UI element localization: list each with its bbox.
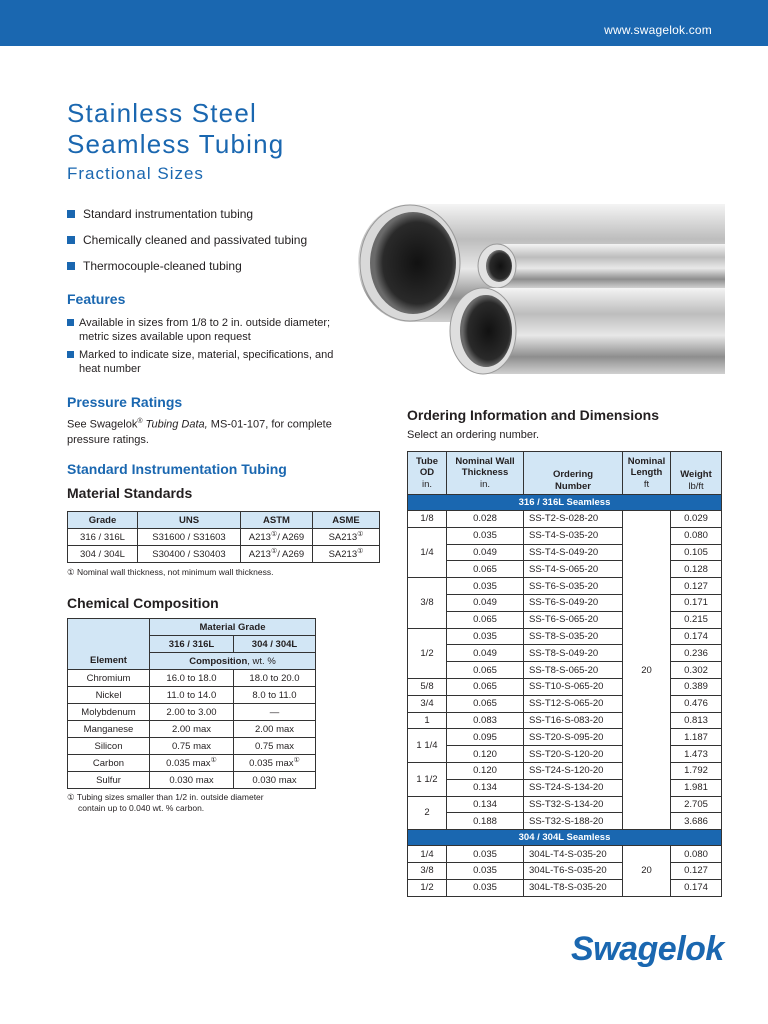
column-header: Element: [68, 619, 150, 670]
wall-cell: 0.049: [447, 645, 524, 662]
table-row: [408, 729, 722, 746]
ordering-table: [407, 451, 722, 897]
chemical-composition-heading: Chemical Composition: [67, 595, 219, 611]
website-url[interactable]: www.swagelok.com: [604, 23, 712, 37]
ordering-number-cell: SS-T2-S-028-20: [524, 511, 623, 528]
wall-cell: 0.049: [447, 544, 524, 561]
weight-cell: 1.187: [671, 729, 722, 746]
table-row: [68, 755, 316, 772]
wall-cell: 0.134: [447, 779, 524, 796]
table-cell: A213①/ A269: [241, 529, 313, 546]
table-row: [408, 544, 722, 561]
column-header: ASTM: [241, 512, 313, 529]
table-cell: Sulfur: [68, 772, 150, 789]
list-item: Standard instrumentation tubing: [67, 207, 307, 233]
table-row: [408, 527, 722, 544]
od-cell: 1/2: [408, 628, 447, 678]
od-cell: 3/8: [408, 862, 447, 879]
ordering-number-cell: SS-T4-S-065-20: [524, 561, 623, 578]
table-row: [68, 704, 316, 721]
top-banner: [0, 0, 768, 46]
table-cell: Silicon: [68, 738, 150, 755]
wall-cell: 0.028: [447, 511, 524, 528]
large-tube-bore: [370, 212, 456, 314]
ordering-number-cell: SS-T20-S-095-20: [524, 729, 623, 746]
weight-cell: 1.792: [671, 762, 722, 779]
od-cell: 1/4: [408, 527, 447, 577]
ordering-number-cell: SS-T20-S-120-20: [524, 746, 623, 763]
table-cell: Nickel: [68, 687, 150, 704]
table-row: [68, 772, 316, 789]
wall-cell: 0.083: [447, 712, 524, 729]
weight-cell: 0.029: [671, 511, 722, 528]
table-cell: 0.75 max: [234, 738, 316, 755]
weight-cell: 0.302: [671, 662, 722, 679]
wall-cell: 0.120: [447, 746, 524, 763]
table-cell: 316 / 316L: [68, 529, 138, 546]
column-header: Material Grade: [150, 619, 316, 636]
weight-cell: 0.105: [671, 544, 722, 561]
column-header: Composition, wt. %: [150, 653, 316, 670]
material-standards-heading: Material Standards: [67, 485, 193, 501]
list-item: Available in sizes from 1/8 to 2 in. outside diameter; metric sizes available upon request: [67, 316, 357, 344]
table-cell: 0.75 max: [150, 738, 234, 755]
od-cell: 1: [408, 712, 447, 729]
ordering-number-cell: SS-T8-S-049-20: [524, 645, 623, 662]
weight-cell: 2.705: [671, 796, 722, 813]
length-cell: 20: [623, 511, 671, 830]
wall-cell: 0.035: [447, 862, 524, 879]
od-cell: 2: [408, 796, 447, 830]
ordering-heading: Ordering Information and Dimensions: [407, 407, 660, 423]
table-row: [68, 546, 380, 563]
table-row: [408, 879, 722, 896]
ordering-number-cell: 304L-T6-S-035-20: [524, 862, 623, 879]
od-cell: 1/2: [408, 879, 447, 896]
chemical-footnote: ① Tubing sizes smaller than 1/2 in. outside diameter contain up to 0.040 wt. % carbon.: [67, 792, 264, 813]
ordering-number-cell: SS-T6-S-065-20: [524, 611, 623, 628]
ordering-number-cell: SS-T12-S-065-20: [524, 695, 623, 712]
ordering-number-cell: SS-T6-S-035-20: [524, 578, 623, 595]
table-cell: 18.0 to 20.0: [234, 670, 316, 687]
od-cell: 1/8: [408, 511, 447, 528]
table-row: [408, 645, 722, 662]
table-row: [408, 611, 722, 628]
table-cell: SA213①: [313, 546, 380, 563]
square-bullet-icon: [67, 236, 75, 244]
ordering-number-cell: SS-T32-S-188-20: [524, 813, 623, 830]
table-cell: Manganese: [68, 721, 150, 738]
table-row: [408, 862, 722, 879]
table-row: [68, 687, 316, 704]
weight-cell: 0.813: [671, 712, 722, 729]
table-row: [408, 762, 722, 779]
wall-cell: 0.134: [447, 796, 524, 813]
column-header: Ordering Number: [524, 452, 623, 495]
features-list: [67, 316, 357, 380]
material-footnote: ① Nominal wall thickness, not minimum wall thickness.: [67, 567, 274, 577]
weight-cell: 0.127: [671, 862, 722, 879]
ordering-number-cell: SS-T4-S-049-20: [524, 544, 623, 561]
wall-cell: 0.035: [447, 628, 524, 645]
weight-cell: 0.476: [671, 695, 722, 712]
column-header: Weight lb/ft: [671, 452, 722, 495]
od-cell: 1/4: [408, 846, 447, 863]
table-row: [68, 670, 316, 687]
weight-cell: 0.171: [671, 594, 722, 611]
od-cell: 3/8: [408, 578, 447, 628]
ordering-number-cell: 304L-T8-S-035-20: [524, 879, 623, 896]
square-bullet-icon: [67, 210, 75, 218]
table-cell: S30400 / S30403: [138, 546, 241, 563]
list-item: Thermocouple-cleaned tubing: [67, 259, 307, 285]
od-cell: 1 1/2: [408, 762, 447, 796]
table-row: [408, 746, 722, 763]
table-cell: Carbon: [68, 755, 150, 772]
table-cell: 16.0 to 18.0: [150, 670, 234, 687]
table-cell: Chromium: [68, 670, 150, 687]
table-cell: 2.00 max: [150, 721, 234, 738]
small-tube-bore: [486, 250, 512, 282]
ordering-number-cell: SS-T32-S-134-20: [524, 796, 623, 813]
table-row: [68, 529, 380, 546]
weight-cell: 0.080: [671, 846, 722, 863]
table-row: [408, 578, 722, 595]
table-cell: 0.030 max: [150, 772, 234, 789]
table-header-row: [408, 452, 722, 495]
table-cell: 11.0 to 14.0: [150, 687, 234, 704]
table-cell: A213①/ A269: [241, 546, 313, 563]
table-row: [408, 695, 722, 712]
table-row: [408, 796, 722, 813]
column-header: Nominal Wall Thickness in.: [447, 452, 524, 495]
page-subtitle: Fractional Sizes: [67, 164, 204, 183]
wall-cell: 0.188: [447, 813, 524, 830]
column-header: UNS: [138, 512, 241, 529]
od-cell: 3/4: [408, 695, 447, 712]
weight-cell: 3.686: [671, 813, 722, 830]
pressure-ratings-heading: Pressure Ratings: [67, 394, 183, 410]
table-cell: 0.035 max①: [234, 755, 316, 772]
table-row: [408, 561, 722, 578]
table-header-row: [68, 619, 316, 636]
length-cell: 20: [623, 846, 671, 896]
column-header: 316 / 316L: [150, 636, 234, 653]
wall-cell: 0.065: [447, 611, 524, 628]
list-item: Marked to indicate size, material, specifications, and heat number: [67, 348, 357, 376]
column-header: Tube OD in.: [408, 452, 447, 495]
table-row: [408, 846, 722, 863]
section-label: 304 / 304L Seamless: [408, 830, 722, 846]
wall-cell: 0.065: [447, 695, 524, 712]
section-header-row: [408, 495, 722, 511]
wall-cell: 0.035: [447, 846, 524, 863]
wall-cell: 0.095: [447, 729, 524, 746]
wall-cell: 0.035: [447, 879, 524, 896]
table-cell: S31600 / S31603: [138, 529, 241, 546]
weight-cell: 0.174: [671, 628, 722, 645]
ordering-number-cell: SS-T8-S-035-20: [524, 628, 623, 645]
tubing-photo: [355, 196, 725, 392]
ordering-number-cell: SS-T6-S-049-20: [524, 594, 623, 611]
wall-cell: 0.065: [447, 561, 524, 578]
weight-cell: 1.981: [671, 779, 722, 796]
chemical-composition-table: [67, 618, 316, 789]
table-cell: —: [234, 704, 316, 721]
swagelok-logo: Swagelok: [571, 930, 724, 968]
intro-bullet-list: [67, 207, 307, 285]
square-bullet-icon: [67, 351, 74, 358]
wall-cell: 0.065: [447, 678, 524, 695]
wall-cell: 0.035: [447, 527, 524, 544]
ordering-number-cell: 304L-T4-S-035-20: [524, 846, 623, 863]
table-cell: 304 / 304L: [68, 546, 138, 563]
column-header: ASME: [313, 512, 380, 529]
table-cell: 0.035 max①: [150, 755, 234, 772]
table-row: [408, 779, 722, 796]
table-cell: 8.0 to 11.0: [234, 687, 316, 704]
material-standards-table: [67, 511, 380, 563]
weight-cell: 0.389: [671, 678, 722, 695]
ordering-number-cell: SS-T16-S-083-20: [524, 712, 623, 729]
table-row: [408, 662, 722, 679]
table-row: [408, 712, 722, 729]
wall-cell: 0.049: [447, 594, 524, 611]
table-row: [68, 721, 316, 738]
table-cell: Molybdenum: [68, 704, 150, 721]
ordering-number-cell: SS-T24-S-120-20: [524, 762, 623, 779]
weight-cell: 0.128: [671, 561, 722, 578]
column-header: Nominal Length ft: [623, 452, 671, 495]
section-header-row: [408, 830, 722, 846]
ordering-number-cell: SS-T10-S-065-20: [524, 678, 623, 695]
table-row: [408, 511, 722, 528]
weight-cell: 0.174: [671, 879, 722, 896]
column-header: 304 / 304L: [234, 636, 316, 653]
od-cell: 1 1/4: [408, 729, 447, 763]
square-bullet-icon: [67, 262, 75, 270]
standard-tubing-heading: Standard Instrumentation Tubing: [67, 461, 287, 477]
weight-cell: 0.215: [671, 611, 722, 628]
pressure-ratings-text: See Swagelok® Tubing Data, MS-01-107, for complete pressure ratings.: [67, 418, 332, 446]
table-cell: 2.00 to 3.00: [150, 704, 234, 721]
features-heading: Features: [67, 291, 126, 307]
wall-cell: 0.065: [447, 662, 524, 679]
medium-tube-bore: [460, 295, 512, 367]
wall-cell: 0.120: [447, 762, 524, 779]
table-row: [408, 594, 722, 611]
weight-cell: 1.473: [671, 746, 722, 763]
ordering-number-cell: SS-T8-S-065-20: [524, 662, 623, 679]
wall-cell: 0.035: [447, 578, 524, 595]
table-row: [408, 678, 722, 695]
od-cell: 5/8: [408, 678, 447, 695]
ordering-number-cell: SS-T24-S-134-20: [524, 779, 623, 796]
table-cell: 0.030 max: [234, 772, 316, 789]
column-header: Grade: [68, 512, 138, 529]
list-item: Chemically cleaned and passivated tubing: [67, 233, 307, 259]
table-header-row: [68, 512, 380, 529]
table-cell: SA213①: [313, 529, 380, 546]
table-row: [408, 628, 722, 645]
weight-cell: 0.127: [671, 578, 722, 595]
table-row: [68, 738, 316, 755]
ordering-subtext: Select an ordering number.: [407, 429, 540, 441]
table-row: [408, 813, 722, 830]
page-title: Stainless Steel Seamless Tubing: [67, 98, 285, 159]
weight-cell: 0.236: [671, 645, 722, 662]
ordering-number-cell: SS-T4-S-035-20: [524, 527, 623, 544]
section-label: 316 / 316L Seamless: [408, 495, 722, 511]
square-bullet-icon: [67, 319, 74, 326]
table-cell: 2.00 max: [234, 721, 316, 738]
weight-cell: 0.080: [671, 527, 722, 544]
